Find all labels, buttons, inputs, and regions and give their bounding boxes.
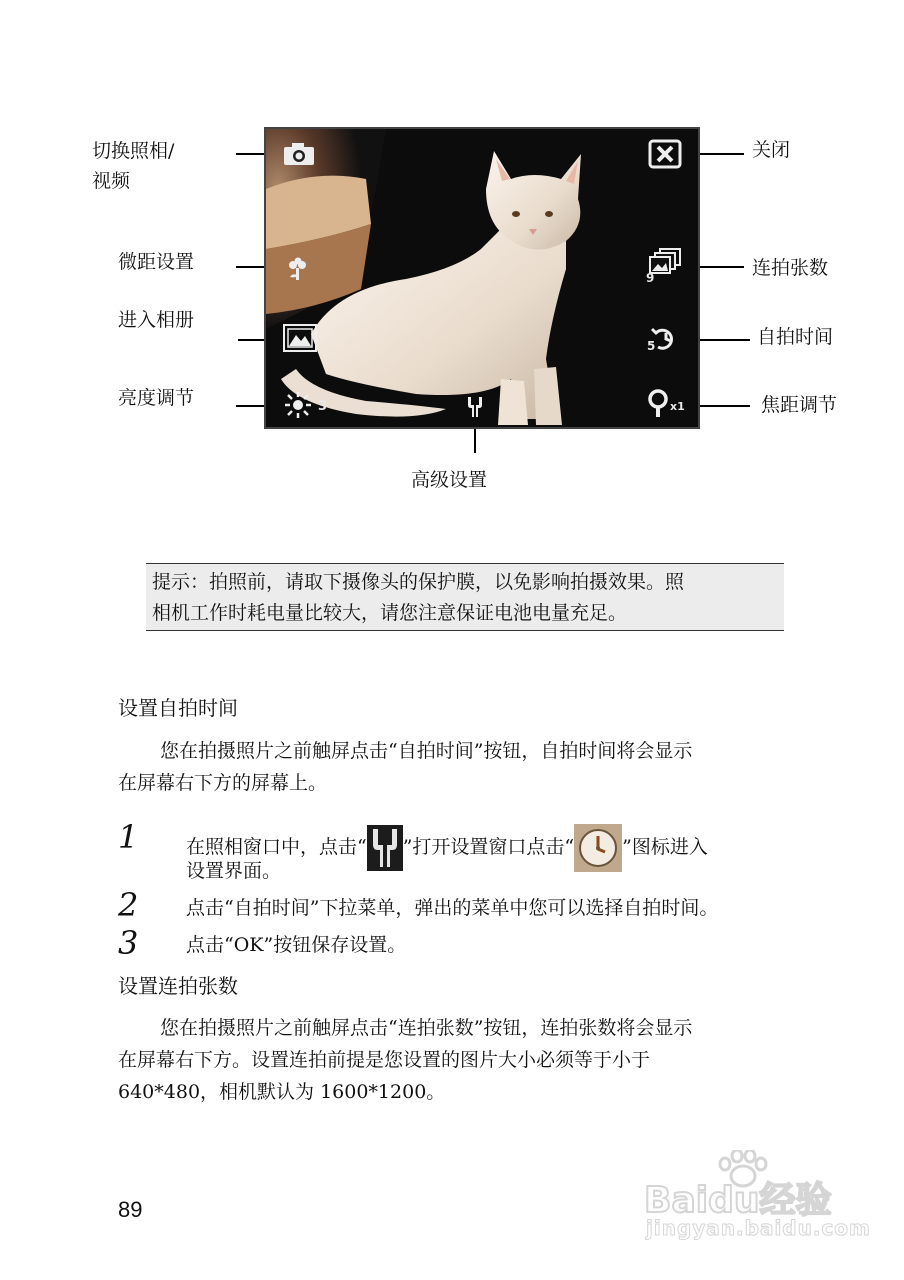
- brightness-value: 3: [318, 399, 328, 414]
- watermark-logo-text: Baidu经验: [644, 1180, 832, 1221]
- step-3-text: 点击“OK”按钮保存设置。: [186, 934, 407, 956]
- callout-macro: 微距设置: [118, 251, 195, 273]
- settings-tool-icon: [367, 825, 403, 871]
- callout-brightness: 亮度调节: [118, 387, 195, 409]
- callout-burst-count: 连拍张数: [752, 257, 829, 279]
- tip-box: [146, 563, 784, 631]
- callout-advanced: 高级设置: [411, 469, 488, 491]
- self-timer-value: 5: [647, 339, 656, 353]
- paragraph-line: 在屏幕右下方的屏幕上。: [118, 772, 328, 794]
- paragraph-line: 您在拍摄照片之前触屏点击“自拍时间”按钮，自拍时间将会显示: [160, 740, 693, 762]
- callout-switch-mode: 切换照相/ 视频: [92, 140, 175, 192]
- callout-close: 关闭: [752, 139, 791, 161]
- watermark-url: jingyan.baidu.com: [646, 1216, 871, 1240]
- zoom-icon[interactable]: [648, 389, 685, 423]
- section-heading-self-timer: 设置自拍时间: [118, 696, 238, 720]
- step-1-text-cont: 设置界面。: [186, 860, 282, 882]
- cat-photo: [266, 129, 698, 427]
- advanced-settings-icon[interactable]: [465, 395, 485, 423]
- paragraph-line: 在屏幕右下方。设置连拍前提是您设置的图片大小必须等于小于: [118, 1049, 651, 1071]
- self-timer-clock-icon: [574, 824, 622, 872]
- page-number: 89: [118, 1197, 143, 1222]
- self-timer-icon[interactable]: [648, 325, 678, 355]
- burst-count-icon[interactable]: [646, 247, 686, 285]
- step-number: 2: [118, 886, 139, 924]
- baidu-jingyan-watermark: [640, 1150, 880, 1245]
- step-1-text: 在照相窗口中，点击“ ”打开设置窗口点击“ ”图标进入: [186, 824, 708, 872]
- callout-album: 进入相册: [118, 309, 195, 331]
- step-number: 1: [118, 818, 139, 856]
- callout-zoom: 焦距调节: [761, 394, 838, 416]
- burst-count-value: 9: [646, 271, 655, 285]
- camera-mode-icon[interactable]: [282, 141, 316, 171]
- brightness-icon[interactable]: [284, 391, 328, 423]
- paragraph-line: 您在拍摄照片之前触屏点击“连拍张数”按钮，连拍张数将会显示: [160, 1017, 693, 1039]
- zoom-value: x1: [670, 400, 685, 413]
- tip-line: 提示：拍照前，请取下摄像头的保护膜，以免影响拍摄效果。照: [152, 571, 685, 593]
- camera-viewfinder: [264, 127, 700, 429]
- section-heading-burst: 设置连拍张数: [118, 974, 238, 998]
- tip-line: 相机工作时耗电量比较大，请您注意保证电池电量充足。: [152, 602, 628, 624]
- step-2-text: 点击“自拍时间”下拉菜单，弹出的菜单中您可以选择自拍时间。: [186, 897, 719, 919]
- album-icon[interactable]: [282, 323, 318, 357]
- callout-self-timer: 自拍时间: [757, 326, 834, 348]
- close-icon[interactable]: [648, 139, 682, 173]
- step-number: 3: [118, 924, 139, 962]
- paragraph-line: 640*480，相机默认为 1600*1200。: [118, 1081, 446, 1103]
- macro-icon[interactable]: [286, 257, 310, 287]
